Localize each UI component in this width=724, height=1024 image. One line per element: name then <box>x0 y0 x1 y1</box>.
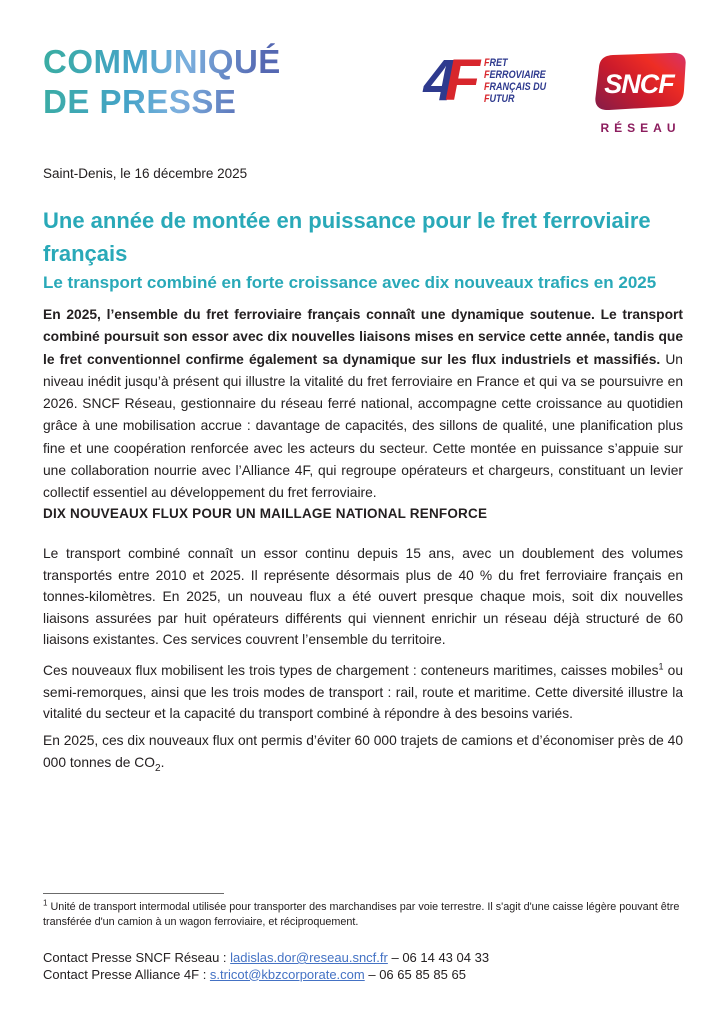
footnote-marker: 1 <box>43 898 48 908</box>
4f-logo-text-line <box>484 81 546 93</box>
contact-phone: – 06 14 43 04 33 <box>387 950 490 965</box>
intro-bold-text: En 2025, l’ensemble du fret ferroviaire français connaît une dynamique soutenue. Le transport combiné poursuit son essor avec dix nouvelles liaisons mises en service cette année, tandis que le fret conventionnel confirme également sa dynamique sur les flux industriels et massifiés. <box>43 307 683 367</box>
paragraph-chargement <box>43 660 683 725</box>
brand-title-line2: DE PRESSE <box>43 83 237 120</box>
sncf-carmillon-shape <box>588 52 688 114</box>
contact-phone: – 06 65 85 85 65 <box>364 966 466 982</box>
alliance-4f-logo <box>423 48 561 113</box>
page-title: Une année de montée en puissance pour le fret ferroviaire français <box>43 208 651 266</box>
brand-title <box>43 42 281 122</box>
4f-line-initial: F <box>484 81 490 93</box>
contacts-block <box>43 950 683 983</box>
4f-logo-text-line <box>484 57 546 69</box>
4f-line-initial: F <box>484 93 490 105</box>
paragraph-co2-period: . <box>160 754 165 770</box>
paragraph-volumes: Le transport combiné connaît un essor continu depuis 15 ans, avec un doublement des volumes transportés entre 2010 et 2025. Il représente désormais plus de 40 % du fret ferroviaire français en tonnes-kilomètres. En 2025, un nouveau flux a été ouvert presque chaque mois, soit dix nouvelles liaisons assurées par huit opérateurs différents qui viennent enrichir un réseau déjà structuré de 60 liaisons existantes. Ces services couvrent l’ensemble du territoire. <box>43 546 683 647</box>
paragraph-co2-text: En 2025, ces dix nouveaux flux ont permis d’éviter 60 000 trajets de camions et d’économiser près de 40 000 tonnes de CO <box>43 733 683 770</box>
sncf-reseau-logo <box>588 52 688 135</box>
4f-line-rest: RANÇAIS DU <box>489 81 547 93</box>
co2-subscript: 2 <box>155 762 161 774</box>
footnote <box>43 900 683 930</box>
footnote-text: Unité de transport intermodal utilisée pour transporter des marchandises par voie terrestre. Il s'agit d'une caisse légère pouvant être transférée d'un camion à un wagon ferroviaire, et réciproquement. <box>43 901 680 928</box>
header <box>43 42 688 135</box>
4f-logo-letter: F <box>444 48 479 113</box>
contact-email-link[interactable]: s.tricot@kbzcorporate.com <box>209 966 365 982</box>
page-subtitle: Le transport combiné en forte croissance avec dix nouveaux trafics en 2025 <box>43 273 657 292</box>
contact-label: Contact Presse SNCF Réseau : <box>43 950 231 965</box>
4f-logo-numeral: 4 <box>423 48 454 113</box>
logos <box>423 48 689 135</box>
4f-line-rest: UTUR <box>489 93 515 105</box>
sncf-wordmark: SNCF <box>604 69 674 99</box>
contact-line-4f <box>43 967 683 984</box>
contact-label: Contact Presse Alliance 4F : <box>43 966 210 982</box>
4f-line-rest: RET <box>489 57 508 69</box>
footnote-reference: 1 <box>658 661 664 672</box>
section-heading: DIX NOUVEAUX FLUX POUR UN MAILLAGE NATIONAL RENFORCE <box>43 506 488 521</box>
4f-logo-text-line <box>484 93 546 105</box>
contact-email-link[interactable]: ladislas.dor@reseau.sncf.fr <box>230 950 388 965</box>
paragraph-chargement-part2: ou semi-remorques, ainsi que les trois modes de transport : rail, route et maritime. Cette diversité illustre la vitalité du secteur et la capacité du transport combiné à répondre à des besoins variés. <box>43 663 684 721</box>
4f-line-initial: F <box>484 57 490 69</box>
intro-paragraph <box>43 304 683 505</box>
sncf-reseau-label: RÉSEAU <box>600 121 681 135</box>
contact-line-sncf <box>43 950 683 967</box>
4f-logo-text <box>484 57 546 105</box>
intro-regular-text: Un niveau inédit jusqu’à présent qui illustre la vitalité du fret ferroviaire en France et qui va se poursuivre en 2026. SNCF Réseau, gestionnaire du réseau ferré national, accompagne cette croissance au quotidien grâce à une mobilisation accrue : davantage de capacités, des sillons de qualité, une planification plus fine et une coopération renforcée avec les acteurs du secteur. Cette montée en puissance s’appuie sur une collaboration nourrie avec l’Alliance 4F, qui regroupe opérateurs et chargeurs, constituant un levier collectif essentiel au développement du fret ferroviaire. <box>43 351 683 501</box>
4f-logo-mark <box>423 48 479 113</box>
dateline: Saint-Denis, le 16 décembre 2025 <box>43 166 248 181</box>
paragraph-co2 <box>43 730 683 773</box>
4f-line-rest: ERROVIAIRE <box>489 69 546 81</box>
footnote-separator <box>43 893 224 894</box>
brand-title-line1: COMMUNIQUÉ <box>43 43 281 80</box>
4f-line-initial: F <box>484 69 490 81</box>
4f-logo-text-line <box>484 69 546 81</box>
paragraph-chargement-part1: Ces nouveaux flux mobilisent les trois types de chargement : conteneurs maritimes, caisses mobiles <box>43 663 659 678</box>
